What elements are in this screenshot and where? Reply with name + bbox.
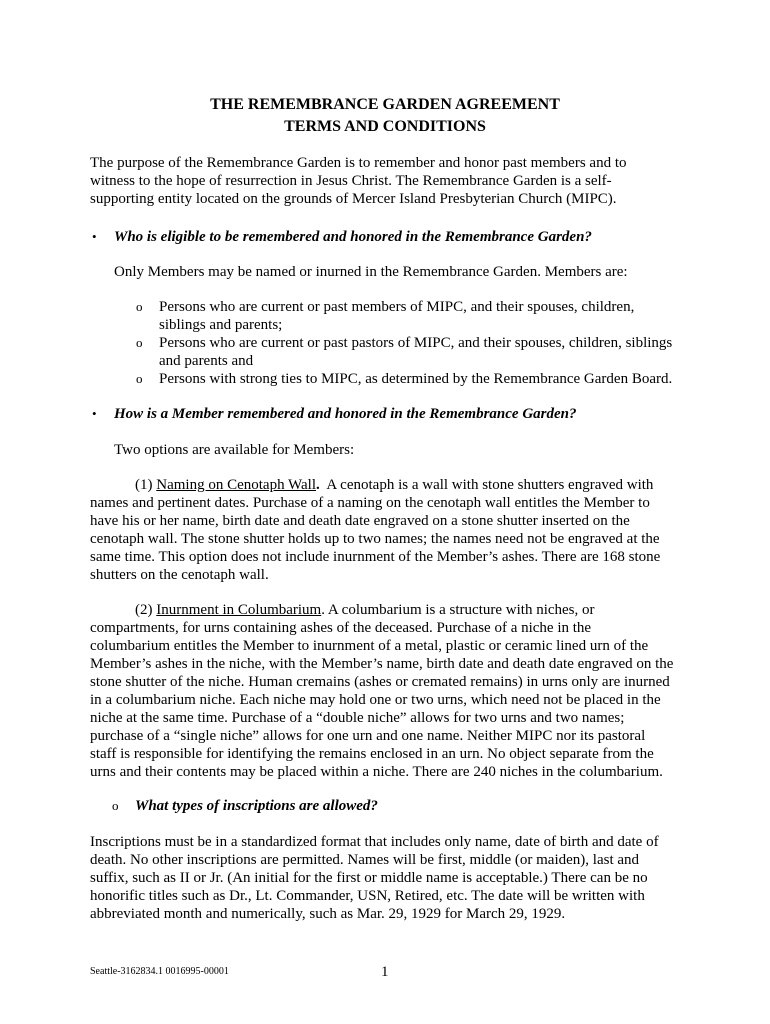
option-columbarium-paragraph	[90, 601, 673, 781]
option-line: names and pertinent dates. Purchase of a naming on the cenotaph wall entitles the Member to	[90, 495, 650, 511]
member-type-item	[159, 298, 634, 334]
option-line: Member’s ashes in the niche, with the Member’s name, birth date and death date engraved on the	[90, 656, 674, 672]
member-type-item	[159, 370, 672, 388]
option-text: A cenotaph is a wall with stone shutters engraved with	[319, 477, 654, 493]
sub-bullet-icon: o	[136, 335, 143, 350]
member-type-line: and parents and	[159, 353, 254, 369]
option-line: purchase of a “single niche” allows for one urn and one name. Neither MIPC nor its pastoral	[90, 728, 646, 744]
option-cenotaph-first-line	[90, 476, 660, 494]
option-line: compartments, for urns containing ashes of the deceased. Purchase of a niche in the	[90, 620, 592, 636]
bullet-icon: •	[92, 406, 97, 421]
bullet-icon: •	[92, 229, 97, 244]
option-line: have his or her name, birth date and death date engraved on a stone shutter inserted on the	[90, 513, 630, 529]
option-line: in a columbarium niche. Each niche may hold one or two urns, which need not be placed in the	[90, 692, 661, 708]
options-intro: Two options are available for Members:	[114, 442, 355, 458]
footer-doc-id: Seattle-3162834.1 0016995-00001	[90, 966, 229, 977]
question-eligibility: Who is eligible to be remembered and honored in the Remembrance Garden?	[114, 229, 592, 245]
option-line: niche at the same time. Purchase of a “double niche” allows for two urns and two names;	[90, 710, 625, 726]
title-line-1: THE REMEMBRANCE GARDEN AGREEMENT	[210, 96, 560, 113]
inscriptions-line: suffix, such as II or Jr. (An initial for the first or middle name is acceptable.) There can be no	[90, 870, 648, 886]
member-type-line: siblings and parents;	[159, 317, 283, 333]
intro-line: The purpose of the Remembrance Garden is to remember and honor past members and to	[90, 155, 627, 171]
option-line: stone shutter of the niche. Human cremains (ashes or cremated remains) in urns only are inurned	[90, 674, 670, 690]
title-line-2: TERMS AND CONDITIONS	[284, 118, 486, 135]
option-line: staff is responsible for identifying the remains enclosed in an urn. No object separate from the	[90, 746, 654, 762]
intro-line: supporting entity located on the grounds of Mercer Island Presbyterian Church (MIPC).	[90, 191, 617, 207]
question-inscriptions: What types of inscriptions are allowed?	[135, 798, 378, 814]
member-type-line: Persons who are current or past pastors of MIPC, and their spouses, children, siblings	[159, 335, 673, 351]
page-number: 1	[381, 964, 389, 980]
member-type-line: Persons with strong ties to MIPC, as determined by the Remembrance Garden Board.	[159, 371, 673, 387]
sub-bullet-icon: o	[112, 798, 119, 813]
option-line: urns and their contents may be placed within a niche. There are 240 niches in the columbarium.	[90, 764, 663, 780]
inscriptions-paragraph	[90, 833, 659, 923]
option-text: . A columbarium is a structure with niches, or	[321, 602, 595, 618]
option-cenotaph-paragraph	[90, 476, 660, 584]
option-line: same time. This option does not include inurnment of the Member’s ashes. There are 168 stone	[90, 549, 661, 565]
option-columbarium-first-line	[90, 601, 673, 619]
inscriptions-line: Inscriptions must be in a standardized format that includes only name, date of birth and date of	[90, 834, 659, 850]
inscriptions-line: abbreviated month and numerically, such as Mar. 29, 1929 for March 29, 1929.	[90, 906, 566, 922]
sub-bullet-icon: o	[136, 299, 143, 314]
member-type-line: Persons who are current or past members of MIPC, and their spouses, children,	[159, 299, 635, 315]
heading-period: .	[316, 477, 320, 493]
inscriptions-line: death. No other inscriptions are permitted. Names will be first, middle (or maiden), last and	[90, 852, 640, 868]
question-how-remembered: How is a Member remembered and honored in the Remembrance Garden?	[114, 406, 577, 422]
inscriptions-line: honorific titles such as Dr., Lt. Commander, USN, Retired, etc. The date will be written with	[90, 888, 645, 904]
option-line: shutters on the cenotaph wall.	[90, 567, 269, 583]
option-heading-columbarium: Inurnment in Columbarium	[156, 602, 322, 618]
sub-bullet-icon: o	[136, 371, 143, 386]
intro-line: witness to the hope of resurrection in Jesus Christ. The Remembrance Garden is a self-	[90, 173, 612, 189]
option-heading-cenotaph: Naming on Cenotaph Wall	[156, 477, 316, 493]
eligibility-answer: Only Members may be named or inurned in the Remembrance Garden. Members are:	[114, 264, 628, 280]
option-line: cenotaph wall. The stone shutter holds up to two names; the names need not be engraved at the	[90, 531, 660, 547]
option-line: columbarium entitles the Member to inurnment of a metal, plastic or ceramic lined urn of the	[90, 638, 649, 654]
member-type-item	[159, 334, 672, 370]
option-number: (1)	[135, 477, 153, 493]
option-number: (2)	[135, 602, 153, 618]
intro-paragraph	[90, 154, 627, 208]
